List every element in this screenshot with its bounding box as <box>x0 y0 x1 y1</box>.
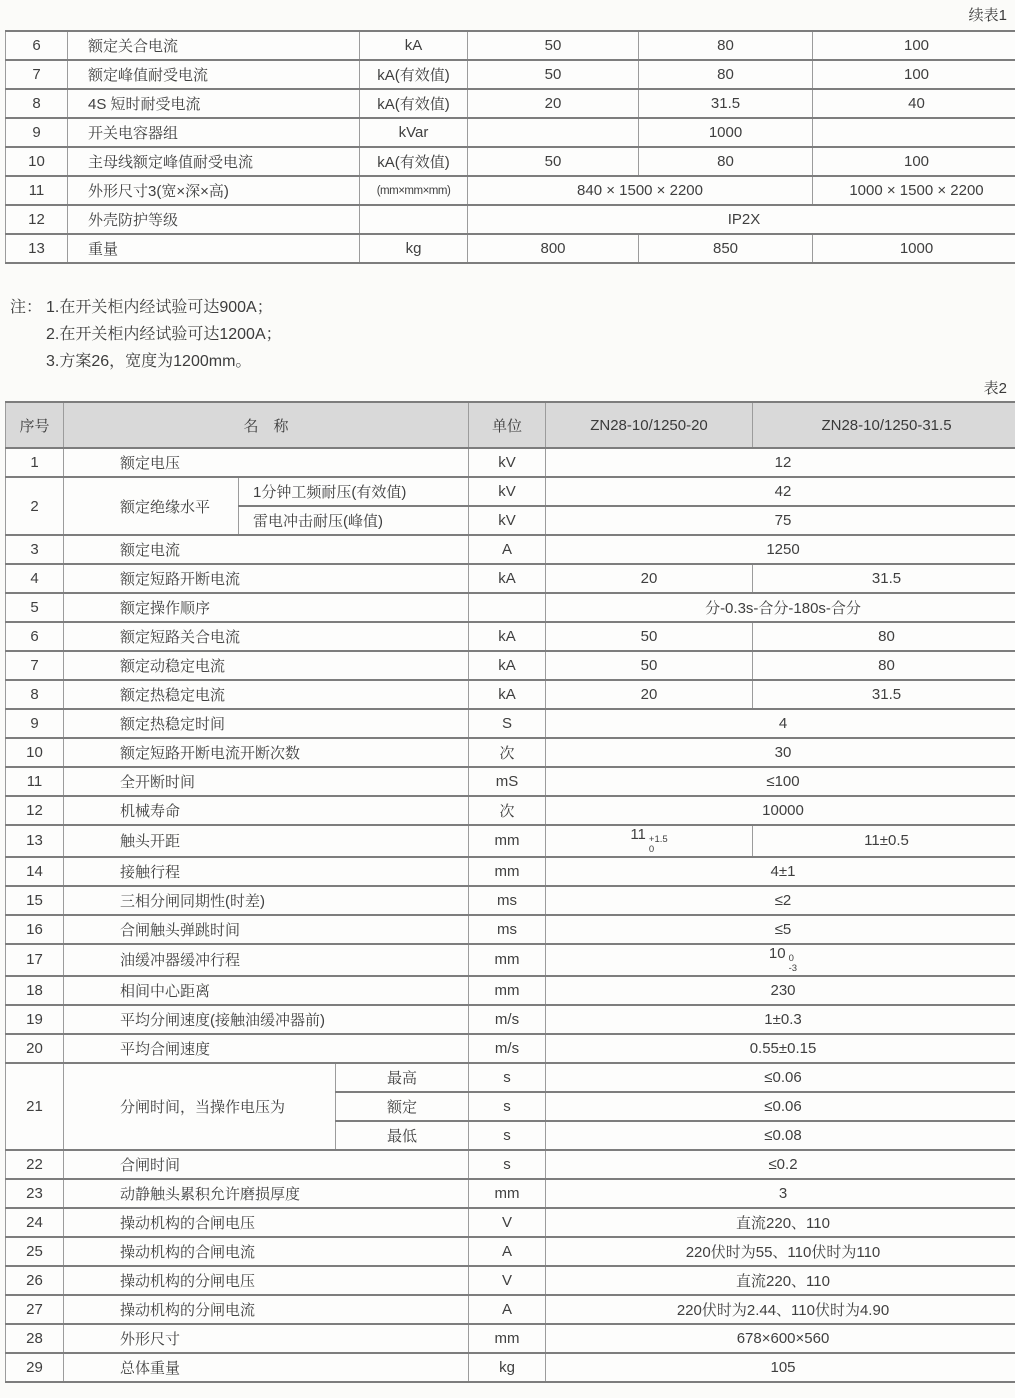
unit-cell: mm <box>469 976 546 1005</box>
note-line <box>10 348 1010 375</box>
value-cell: ≤0.06 <box>546 1063 1015 1092</box>
value-cell: 1000 × 1500 × 2200 <box>813 176 1015 205</box>
name-cell: 额定操作顺序 <box>64 593 469 622</box>
notes <box>10 294 1010 375</box>
value-cell: 80 <box>639 147 813 176</box>
row-number-cell: 1 <box>6 448 64 477</box>
value-cell: 12 <box>546 448 1015 477</box>
row-number-cell: 10 <box>6 147 68 176</box>
table-row <box>6 535 1015 564</box>
row-number-cell: 9 <box>6 709 64 738</box>
value-cell: 20 <box>468 89 639 118</box>
value-cell: 最高 <box>336 1063 469 1092</box>
name-cell: 额定峰值耐受电流 <box>68 60 360 89</box>
row-number-cell: 13 <box>6 234 68 263</box>
unit-cell: A <box>469 1237 546 1266</box>
name-cell: 动静触头累积允许磨损厚度 <box>64 1179 469 1208</box>
value-cell: ≤5 <box>546 915 1015 944</box>
table-row <box>6 1179 1015 1208</box>
notes-prefix: 注： <box>10 299 43 316</box>
row-number-cell: 7 <box>6 651 64 680</box>
value-cell: 100 <box>813 60 1015 89</box>
value-cell: 分-0.3s-合分-180s-合分 <box>546 593 1015 622</box>
unit-cell: mS <box>469 767 546 796</box>
row-number-cell: 22 <box>6 1150 64 1179</box>
name-cell: 外形尺寸3(宽×深×高) <box>68 176 360 205</box>
value-cell: 50 <box>468 147 639 176</box>
unit-cell: mm <box>469 1324 546 1353</box>
value-cell: ≤0.06 <box>546 1092 1015 1121</box>
table-row <box>6 709 1015 738</box>
unit-cell: mm <box>469 857 546 886</box>
table-row <box>6 767 1015 796</box>
unit-cell: 次 <box>469 738 546 767</box>
name-cell: 相间中心距离 <box>64 976 469 1005</box>
unit-cell: kA <box>469 564 546 593</box>
table-row <box>6 564 1015 593</box>
name-cell: 合闸时间 <box>64 1150 469 1179</box>
table-row <box>6 915 1015 944</box>
name-cell: 额定绝缘水平 <box>64 477 239 535</box>
row-number-cell: 23 <box>6 1179 64 1208</box>
row-number-cell: 24 <box>6 1208 64 1237</box>
name-cell: 分闸时间，当操作电压为 <box>64 1063 336 1150</box>
table-row <box>6 89 1015 118</box>
row-number-cell: 20 <box>6 1034 64 1063</box>
row-number-cell: 11 <box>6 176 68 205</box>
unit-cell: kA <box>469 680 546 709</box>
name-cell: 额定电流 <box>64 535 469 564</box>
table-row <box>6 886 1015 915</box>
value-cell: 40 <box>813 89 1015 118</box>
unit-cell: s <box>469 1092 546 1121</box>
unit-cell: m/s <box>469 1005 546 1034</box>
row-number-cell: 12 <box>6 796 64 825</box>
value-cell: 10000 <box>546 796 1015 825</box>
table-row <box>6 738 1015 767</box>
name-cell: 合闸触头弹跳时间 <box>64 915 469 944</box>
name-cell: 外壳防护等级 <box>68 205 360 234</box>
table2-label: 表2 <box>983 380 1007 397</box>
unit-cell: kV <box>469 477 546 506</box>
row-number-cell: 5 <box>6 593 64 622</box>
table-row <box>6 593 1015 622</box>
value-cell: 50 <box>546 651 753 680</box>
value-cell <box>546 825 753 857</box>
unit-cell: s <box>469 1121 546 1150</box>
note-text: 3.方案26，宽度为1200mm。 <box>46 353 252 370</box>
row-number-cell: 6 <box>6 622 64 651</box>
note-line <box>10 321 1010 348</box>
value-cell: 840 × 1500 × 2200 <box>468 176 813 205</box>
unit-cell: kV <box>469 448 546 477</box>
tolerance-base: 11 <box>630 826 646 843</box>
value-cell: 4 <box>546 709 1015 738</box>
unit-cell: kV <box>469 506 546 535</box>
row-number-cell: 10 <box>6 738 64 767</box>
value-cell: 直流220、110 <box>546 1266 1015 1295</box>
value-cell: 直流220、110 <box>546 1208 1015 1237</box>
table-row <box>6 1266 1015 1295</box>
value-cell: 42 <box>546 477 1015 506</box>
unit-cell <box>360 205 468 234</box>
column-header: 序号 <box>6 402 64 448</box>
row-number-cell: 8 <box>6 89 68 118</box>
row-number-cell: 12 <box>6 205 68 234</box>
name-cell: 重量 <box>68 234 360 263</box>
name-cell: 额定动稳定电流 <box>64 651 469 680</box>
value-cell: 800 <box>468 234 639 263</box>
name-cell: 平均合闸速度 <box>64 1034 469 1063</box>
unit-cell: kA <box>360 31 468 60</box>
name-cell: 额定短路开断电流 <box>64 564 469 593</box>
table-row <box>6 1237 1015 1266</box>
unit-cell: kA(有效值) <box>360 89 468 118</box>
name-cell: 全开断时间 <box>64 767 469 796</box>
table-row <box>6 205 1015 234</box>
value-cell: 100 <box>813 147 1015 176</box>
value-cell: 100 <box>813 31 1015 60</box>
row-number-cell: 8 <box>6 680 64 709</box>
name-cell: 操动机构的合闸电压 <box>64 1208 469 1237</box>
name-cell: 雷电冲击耐压(峰值) <box>239 506 469 535</box>
table-row <box>6 825 1015 857</box>
value-cell: 230 <box>546 976 1015 1005</box>
value-cell: 220伏时为2.44、110伏时为4.90 <box>546 1295 1015 1324</box>
table-row <box>6 1005 1015 1034</box>
note-text: 1.在开关柜内经试验可达900A； <box>46 299 273 316</box>
name-cell: 额定热稳定电流 <box>64 680 469 709</box>
note-line <box>10 294 1010 321</box>
unit-cell: mm <box>469 825 546 857</box>
table-row <box>6 1034 1015 1063</box>
header-row <box>6 402 1015 448</box>
value-cell: 4±1 <box>546 857 1015 886</box>
row-number-cell: 7 <box>6 60 68 89</box>
row-number-cell: 4 <box>6 564 64 593</box>
unit-cell: mm <box>469 944 546 976</box>
value-cell: 50 <box>468 60 639 89</box>
name-cell: 机械寿命 <box>64 796 469 825</box>
unit-cell: kA(有效值) <box>360 60 468 89</box>
unit-cell: s <box>469 1150 546 1179</box>
table-row <box>6 477 1015 506</box>
table-row <box>6 147 1015 176</box>
value-cell: ≤0.08 <box>546 1121 1015 1150</box>
row-number-cell: 15 <box>6 886 64 915</box>
unit-cell: (mm×mm×mm) <box>360 176 468 205</box>
row-number-cell: 29 <box>6 1353 64 1382</box>
value-cell: 20 <box>546 680 753 709</box>
value-cell: 80 <box>753 622 1015 651</box>
value-cell: 1250 <box>546 535 1015 564</box>
name-cell: 操动机构的合闸电流 <box>64 1237 469 1266</box>
value-cell: ≤2 <box>546 886 1015 915</box>
value-cell: 31.5 <box>639 89 813 118</box>
row-number-cell: 26 <box>6 1266 64 1295</box>
value-cell: 最低 <box>336 1121 469 1150</box>
unit-cell: V <box>469 1208 546 1237</box>
table-row <box>6 448 1015 477</box>
name-cell: 平均分闸速度(接触油缓冲器前) <box>64 1005 469 1034</box>
unit-cell: s <box>469 1063 546 1092</box>
name-cell: 总体重量 <box>64 1353 469 1382</box>
table-row <box>6 176 1015 205</box>
name-cell: 额定电压 <box>64 448 469 477</box>
value-cell: 80 <box>753 651 1015 680</box>
name-cell: 额定短路关合电流 <box>64 622 469 651</box>
tolerance-base: 10 <box>768 944 786 962</box>
table-row <box>6 118 1015 147</box>
value-cell: 1±0.3 <box>546 1005 1015 1034</box>
unit-cell: ms <box>469 915 546 944</box>
name-cell: 外形尺寸 <box>64 1324 469 1353</box>
unit-cell: kA <box>469 651 546 680</box>
table-row <box>6 622 1015 651</box>
row-number-cell: 6 <box>6 31 68 60</box>
name-cell: 主母线额定峰值耐受电流 <box>68 147 360 176</box>
table-row <box>6 680 1015 709</box>
row-number-cell: 25 <box>6 1237 64 1266</box>
row-number-cell: 17 <box>6 944 64 976</box>
value-cell: IP2X <box>468 205 1015 234</box>
unit-cell <box>469 593 546 622</box>
value-cell: 105 <box>546 1353 1015 1382</box>
value-cell: 75 <box>546 506 1015 535</box>
value-cell: 80 <box>639 31 813 60</box>
table-row <box>6 651 1015 680</box>
value-cell: 30 <box>546 738 1015 767</box>
unit-cell: kA(有效值) <box>360 147 468 176</box>
value-cell <box>813 118 1015 147</box>
value-cell: 1000 <box>639 118 813 147</box>
column-header: ZN28-10/1250-20 <box>546 402 753 448</box>
name-cell: 油缓冲器缓冲行程 <box>64 944 469 976</box>
continued-table-label: 续表1 <box>968 7 1007 24</box>
unit-cell: mm <box>469 1179 546 1208</box>
row-number-cell: 19 <box>6 1005 64 1034</box>
unit-cell: m/s <box>469 1034 546 1063</box>
table-row <box>6 944 1015 976</box>
column-header: ZN28-10/1250-31.5 <box>753 402 1015 448</box>
main-spec-table <box>5 401 1015 1383</box>
name-cell: 4S 短时耐受电流 <box>68 89 360 118</box>
row-number-cell: 21 <box>6 1063 64 1150</box>
row-number-cell: 13 <box>6 825 64 857</box>
unit-cell: S <box>469 709 546 738</box>
unit-cell: kA <box>469 622 546 651</box>
unit-cell: 次 <box>469 796 546 825</box>
tolerance-stack: 0 -3 <box>788 952 798 975</box>
table-row <box>6 60 1015 89</box>
value-cell: 31.5 <box>753 564 1015 593</box>
name-cell: 操动机构的分闸电流 <box>64 1295 469 1324</box>
row-number-cell: 3 <box>6 535 64 564</box>
value-cell: 额定 <box>336 1092 469 1121</box>
continued-spec-table <box>5 30 1015 264</box>
value-cell: 50 <box>468 31 639 60</box>
value-cell: 850 <box>639 234 813 263</box>
value-cell: 20 <box>546 564 753 593</box>
table-row <box>6 1295 1015 1324</box>
row-number-cell: 18 <box>6 976 64 1005</box>
value-cell: 1000 <box>813 234 1015 263</box>
name-cell: 接触行程 <box>64 857 469 886</box>
column-header: 单位 <box>469 402 546 448</box>
unit-cell: kVar <box>360 118 468 147</box>
unit-cell: kg <box>360 234 468 263</box>
table-row <box>6 1324 1015 1353</box>
name-cell: 额定关合电流 <box>68 31 360 60</box>
row-number-cell: 28 <box>6 1324 64 1353</box>
tolerance-stack: +1.5 0 <box>648 834 668 856</box>
table-row <box>6 1150 1015 1179</box>
table-row <box>6 857 1015 886</box>
row-number-cell: 2 <box>6 477 64 535</box>
name-cell: 额定短路开断电流开断次数 <box>64 738 469 767</box>
unit-cell: ms <box>469 886 546 915</box>
table-row <box>6 796 1015 825</box>
name-cell: 1分钟工频耐压(有效值) <box>239 477 469 506</box>
value-cell: 3 <box>546 1179 1015 1208</box>
unit-cell: V <box>469 1266 546 1295</box>
value-cell: 31.5 <box>753 680 1015 709</box>
unit-cell: A <box>469 1295 546 1324</box>
value-cell: 678×600×560 <box>546 1324 1015 1353</box>
name-cell: 操动机构的分闸电压 <box>64 1266 469 1295</box>
row-number-cell: 9 <box>6 118 68 147</box>
value-cell <box>468 118 639 147</box>
value-cell: ≤100 <box>546 767 1015 796</box>
table-row <box>6 1208 1015 1237</box>
value-cell <box>546 944 1015 976</box>
unit-cell: A <box>469 535 546 564</box>
value-cell: 80 <box>639 60 813 89</box>
table-row <box>6 1063 1015 1092</box>
name-cell: 开关电容器组 <box>68 118 360 147</box>
row-number-cell: 11 <box>6 767 64 796</box>
table-row <box>6 234 1015 263</box>
name-cell: 三相分闸同期性(时差) <box>64 886 469 915</box>
value-cell: ≤0.2 <box>546 1150 1015 1179</box>
value-cell: 50 <box>546 622 753 651</box>
value-cell: 0.55±0.15 <box>546 1034 1015 1063</box>
row-number-cell: 14 <box>6 857 64 886</box>
table-row <box>6 976 1015 1005</box>
value-cell: 220伏时为55、110伏时为110 <box>546 1237 1015 1266</box>
table-row <box>6 31 1015 60</box>
table-row <box>6 1353 1015 1382</box>
name-cell: 触头开距 <box>64 825 469 857</box>
name-cell: 额定热稳定时间 <box>64 709 469 738</box>
column-header: 名 称 <box>64 402 469 448</box>
row-number-cell: 27 <box>6 1295 64 1324</box>
unit-cell: kg <box>469 1353 546 1382</box>
note-text: 2.在开关柜内经试验可达1200A； <box>46 326 282 343</box>
row-number-cell: 16 <box>6 915 64 944</box>
value-cell: 11±0.5 <box>753 825 1015 857</box>
